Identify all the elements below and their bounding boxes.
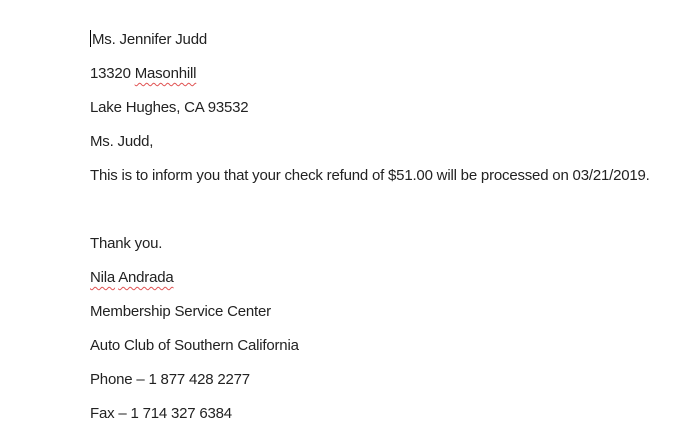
fax-line[interactable] [90, 397, 656, 431]
signature-first-name: Nila [90, 269, 116, 286]
signature-name-line[interactable] [90, 261, 656, 295]
text-cursor [90, 30, 91, 47]
body-text: This is to inform you that your check refund of $51.00 will be processed on 03/21/2019. [90, 167, 650, 184]
fax-text: Fax – 1 714 327 6384 [90, 405, 232, 422]
department-line[interactable] [90, 295, 656, 329]
organization-text: Auto Club of Southern California [90, 337, 299, 354]
salutation-line[interactable] [90, 125, 656, 159]
city-state-zip: Lake Hughes, CA 93532 [90, 99, 249, 116]
salutation: Ms. Judd, [90, 133, 154, 150]
body-line[interactable] [90, 159, 656, 193]
city-state-zip-line[interactable] [90, 91, 656, 125]
phone-text: Phone – 1 877 428 2277 [90, 371, 250, 388]
recipient-name-line[interactable] [90, 23, 656, 57]
street-number: 13320 [90, 65, 131, 82]
recipient-name: Ms. Jennifer Judd [92, 31, 207, 48]
phone-line[interactable] [90, 363, 656, 397]
empty-line[interactable] [90, 193, 656, 227]
signature-last-name: Andrada [118, 269, 174, 286]
closing-text: Thank you. [90, 235, 163, 252]
closing-line[interactable] [90, 227, 656, 261]
street-name-misspelled: Masonhill [134, 65, 197, 82]
street-address-line[interactable] [90, 57, 656, 91]
department-text: Membership Service Center [90, 303, 271, 320]
organization-line[interactable] [90, 329, 656, 363]
